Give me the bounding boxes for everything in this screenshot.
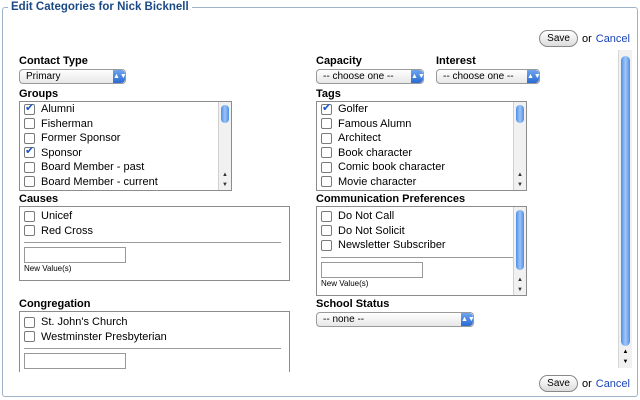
scroll-up-icon[interactable]: ▲: [222, 172, 228, 178]
congregation-new-value-input[interactable]: [24, 353, 126, 369]
cancel-link[interactable]: Cancel: [595, 32, 630, 45]
scroll-down-icon[interactable]: ▼: [517, 287, 523, 293]
scroll-down-icon[interactable]: ▼: [517, 182, 523, 188]
checkbox[interactable]: [321, 211, 332, 222]
list-item[interactable]: Board Member - current: [20, 175, 231, 190]
select-arrows-icon: ▲▼: [113, 70, 125, 83]
or-text: or: [581, 32, 592, 45]
causes-new-value-input[interactable]: [24, 247, 126, 263]
checkbox[interactable]: [24, 118, 35, 129]
new-value-label: New Value(s): [24, 264, 72, 273]
contact-type-label: Contact Type: [19, 55, 88, 67]
scroll-down-icon[interactable]: ▼: [622, 359, 629, 365]
list-item[interactable]: Red Cross: [20, 224, 289, 239]
contact-type-select[interactable]: [19, 69, 126, 84]
bottom-save-bar: [539, 375, 630, 392]
list-item[interactable]: Former Sponsor: [20, 131, 231, 146]
checkbox[interactable]: [321, 104, 332, 115]
checkbox[interactable]: [321, 162, 332, 173]
save-button[interactable]: Save: [539, 375, 578, 392]
divider: [24, 242, 281, 243]
list-item[interactable]: Fisherman: [20, 117, 231, 132]
causes-box: [19, 206, 290, 281]
congregation-box: [19, 311, 290, 372]
or-text: or: [581, 377, 592, 390]
select-arrows-icon: ▲▼: [527, 70, 539, 83]
scroll-thumb[interactable]: [516, 210, 524, 270]
scroll-down-icon[interactable]: ▼: [222, 182, 228, 188]
save-button[interactable]: Save: [539, 30, 578, 47]
checkbox[interactable]: [321, 240, 332, 251]
list-item[interactable]: Unicef: [20, 209, 289, 224]
tags-label: Tags: [316, 88, 341, 100]
select-arrows-icon: ▲▼: [461, 313, 473, 326]
groups-listbox[interactable]: [19, 101, 232, 191]
checkbox[interactable]: [24, 211, 35, 222]
checkbox[interactable]: [24, 104, 35, 115]
scroll-thumb[interactable]: [221, 105, 229, 123]
scroll-thumb[interactable]: [516, 105, 524, 123]
list-item[interactable]: Book character: [317, 146, 526, 161]
checkbox[interactable]: [24, 147, 35, 158]
cancel-link[interactable]: Cancel: [595, 377, 630, 390]
scroll-thumb[interactable]: [621, 56, 630, 346]
list-item[interactable]: ✔ Alumni: [20, 102, 231, 117]
capacity-label: Capacity: [316, 55, 362, 67]
checkbox[interactable]: [321, 118, 332, 129]
scroll-up-icon[interactable]: ▲: [517, 277, 523, 283]
checkbox[interactable]: [321, 225, 332, 236]
interest-value: -- choose one --: [443, 71, 514, 82]
select-arrows-icon: ▲▼: [411, 70, 423, 83]
contact-type-value: Primary: [26, 71, 61, 82]
list-item[interactable]: ✔ Golfer: [317, 102, 526, 117]
interest-select[interactable]: [436, 69, 540, 84]
list-item[interactable]: ✔ Sponsor: [20, 146, 231, 161]
capacity-select[interactable]: [316, 69, 424, 84]
checkbox[interactable]: [321, 133, 332, 144]
list-item[interactable]: Famous Alumn: [317, 117, 526, 132]
checkbox[interactable]: [24, 133, 35, 144]
congregation-label: Congregation: [19, 298, 91, 310]
divider: [321, 257, 518, 258]
list-item[interactable]: St. John's Church: [20, 315, 289, 330]
list-item[interactable]: Newsletter Subscriber: [317, 238, 526, 253]
list-item[interactable]: Comic book character: [317, 160, 526, 175]
list-item[interactable]: Do Not Call: [317, 209, 526, 224]
checkbox[interactable]: [24, 225, 35, 236]
divider: [24, 348, 281, 349]
groups-scrollbar[interactable]: [218, 102, 231, 190]
list-item[interactable]: Board Member - past: [20, 160, 231, 175]
communication-new-value-input[interactable]: [321, 262, 423, 278]
form-scrollbar[interactable]: [618, 50, 632, 368]
capacity-value: -- choose one --: [323, 71, 394, 82]
checkbox[interactable]: [24, 317, 35, 328]
communication-scrollbar[interactable]: [513, 207, 526, 295]
checkbox[interactable]: [24, 162, 35, 173]
top-save-bar: [539, 30, 630, 47]
checkbox[interactable]: [24, 331, 35, 342]
groups-label: Groups: [19, 88, 59, 100]
checkbox[interactable]: [24, 176, 35, 187]
list-item[interactable]: Architect: [317, 131, 526, 146]
list-item[interactable]: Do Not Solicit: [317, 224, 526, 239]
list-item[interactable]: Movie character: [317, 175, 526, 190]
scroll-up-icon[interactable]: ▲: [622, 349, 629, 355]
communication-preferences-label: Communication Preferences: [316, 193, 466, 205]
checkbox[interactable]: [321, 176, 332, 187]
list-item[interactable]: Westminster Presbyterian: [20, 330, 289, 345]
communication-preferences-box: [316, 206, 527, 296]
school-status-select[interactable]: [316, 312, 474, 327]
new-value-label: New Value(s): [321, 278, 369, 288]
scroll-up-icon[interactable]: ▲: [517, 172, 523, 178]
tags-listbox[interactable]: [316, 101, 527, 191]
school-status-label: School Status: [316, 298, 390, 310]
tags-scrollbar[interactable]: [513, 102, 526, 190]
checkbox[interactable]: [321, 147, 332, 158]
school-status-value: -- none --: [323, 314, 365, 325]
form-title: Edit Categories for Nick Bicknell: [8, 0, 192, 14]
causes-label: Causes: [19, 193, 59, 205]
interest-label: Interest: [436, 55, 476, 67]
